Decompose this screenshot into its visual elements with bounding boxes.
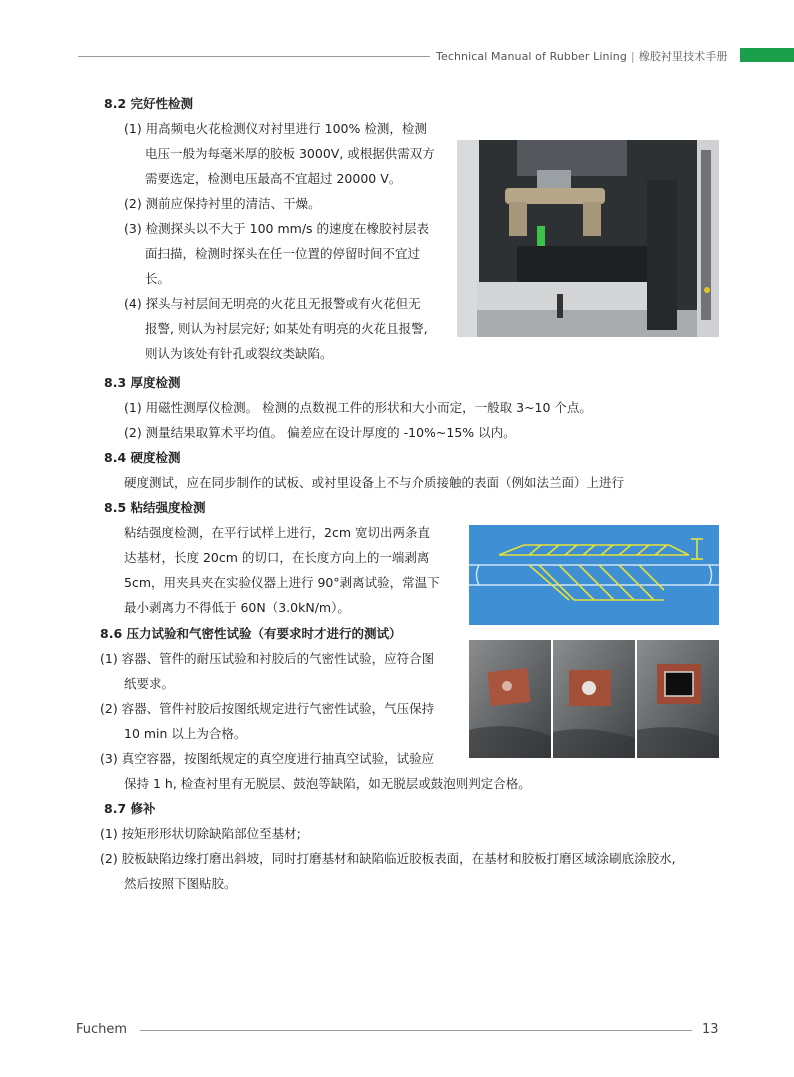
s82-line-2: 电压一般为每毫米厚的胶板 3000V, 或根据供需双方	[145, 146, 435, 161]
s82-line-9: 报警, 则认为衬层完好; 如某处有明亮的火花且报警,	[145, 321, 428, 336]
peel-test-diagram	[469, 525, 719, 625]
s82-line-1: (1) 用高频电火花检测仪对衬里进行 100% 检测，检测	[124, 121, 427, 136]
section-8-6-heading: 8.6 压力试验和气密性试验（有要求时才进行的测试）	[100, 626, 402, 641]
s82-line-6: 面扫描，检测时探头在任一位置的停留时间不宜过	[145, 246, 421, 261]
s82-line-10: 则认为该处有针孔或裂纹类缺陷。	[145, 346, 333, 361]
s85-line-3: 5cm，用夹具夹在实验仪器上进行 90°剥离试验，常温下	[124, 575, 440, 590]
header-accent-bar	[740, 48, 794, 62]
header-separator: |	[630, 50, 635, 63]
s85-line-1: 粘结强度检测，在平行试样上进行，2cm 宽切出两条直	[124, 525, 430, 540]
s85-line-2: 达基材，长度 20cm 的切口，在长度方向上的一端剥离	[124, 550, 430, 565]
section-8-5-heading: 8.5 粘结强度检测	[104, 500, 206, 515]
footer-brand: Fuchem	[76, 1022, 128, 1037]
s87-line-3: 然后按照下图贴胶。	[124, 876, 237, 891]
s86-line-1: (1) 容器、管件的耐压试验和衬胶后的气密性试验，应符合图	[100, 651, 435, 666]
header-title	[436, 48, 728, 64]
footer-rule	[140, 1030, 692, 1031]
section-8-4-heading: 8.4 硬度检测	[104, 450, 181, 465]
s82-line-3: 需要选定，检测电压最高不宜超过 20000 V。	[145, 171, 402, 186]
s86-line-6: 保持 1 h, 检查衬里有无脱层、鼓泡等缺陷，如无脱层或鼓泡则判定合格。	[124, 776, 531, 791]
s82-line-7: 长。	[145, 271, 171, 286]
section-8-7-heading: 8.7 修补	[104, 801, 156, 816]
s86-line-5: (3) 真空容器，按图纸规定的真空度进行抽真空试验，试验应	[100, 751, 435, 766]
s83-line-2: (2) 测量结果取算术平均值。 偏差应在设计厚度的 -10%~15% 以内。	[124, 425, 516, 440]
s82-line-8: (4) 探头与衬层间无明亮的火花且无报警或有火花但无	[124, 296, 421, 311]
page-number: 13	[702, 1022, 719, 1037]
s86-line-2: 纸要求。	[124, 676, 175, 691]
s86-line-4: 10 min 以上为合格。	[124, 726, 247, 741]
s86-line-3: (2) 容器、管件衬胶后按图纸规定进行气密性试验，气压保持	[100, 701, 435, 716]
s82-line-4: (2) 测前应保持衬里的清洁、干燥。	[124, 196, 321, 211]
test-machine-photo	[457, 140, 719, 337]
section-8-3-heading: 8.3 厚度检测	[104, 375, 181, 390]
section-8-2-heading: 8.2 完好性检测	[104, 96, 193, 111]
s87-line-1: (1) 按矩形形状切除缺陷部位至基材;	[100, 826, 301, 841]
s83-line-1: (1) 用磁性测厚仪检测。 检测的点数视工件的形状和大小而定，一般取 3~10 个点。	[124, 400, 592, 415]
s87-line-2: (2) 胶板缺陷边缘打磨出斜坡，同时打磨基材和缺陷临近胶板表面，在基材和胶板打磨区域涂刷底涂胶水,	[100, 851, 676, 866]
s84-line-1: 硬度测试，应在同步制作的试板、或衬里设备上不与介质接触的表面（例如法兰面）上进行	[124, 475, 625, 490]
header-rule	[78, 56, 430, 57]
s85-line-4: 最小剥离力不得低于 60N（3.0kN/m）。	[124, 600, 350, 615]
header-title-en: Technical Manual of Rubber Lining	[436, 50, 627, 63]
defect-repair-photos	[469, 640, 719, 758]
s82-line-5: (3) 检测探头以不大于 100 mm/s 的速度在橡胶衬层表	[124, 221, 430, 236]
header-title-cn: 橡胶衬里技术手册	[638, 50, 728, 63]
